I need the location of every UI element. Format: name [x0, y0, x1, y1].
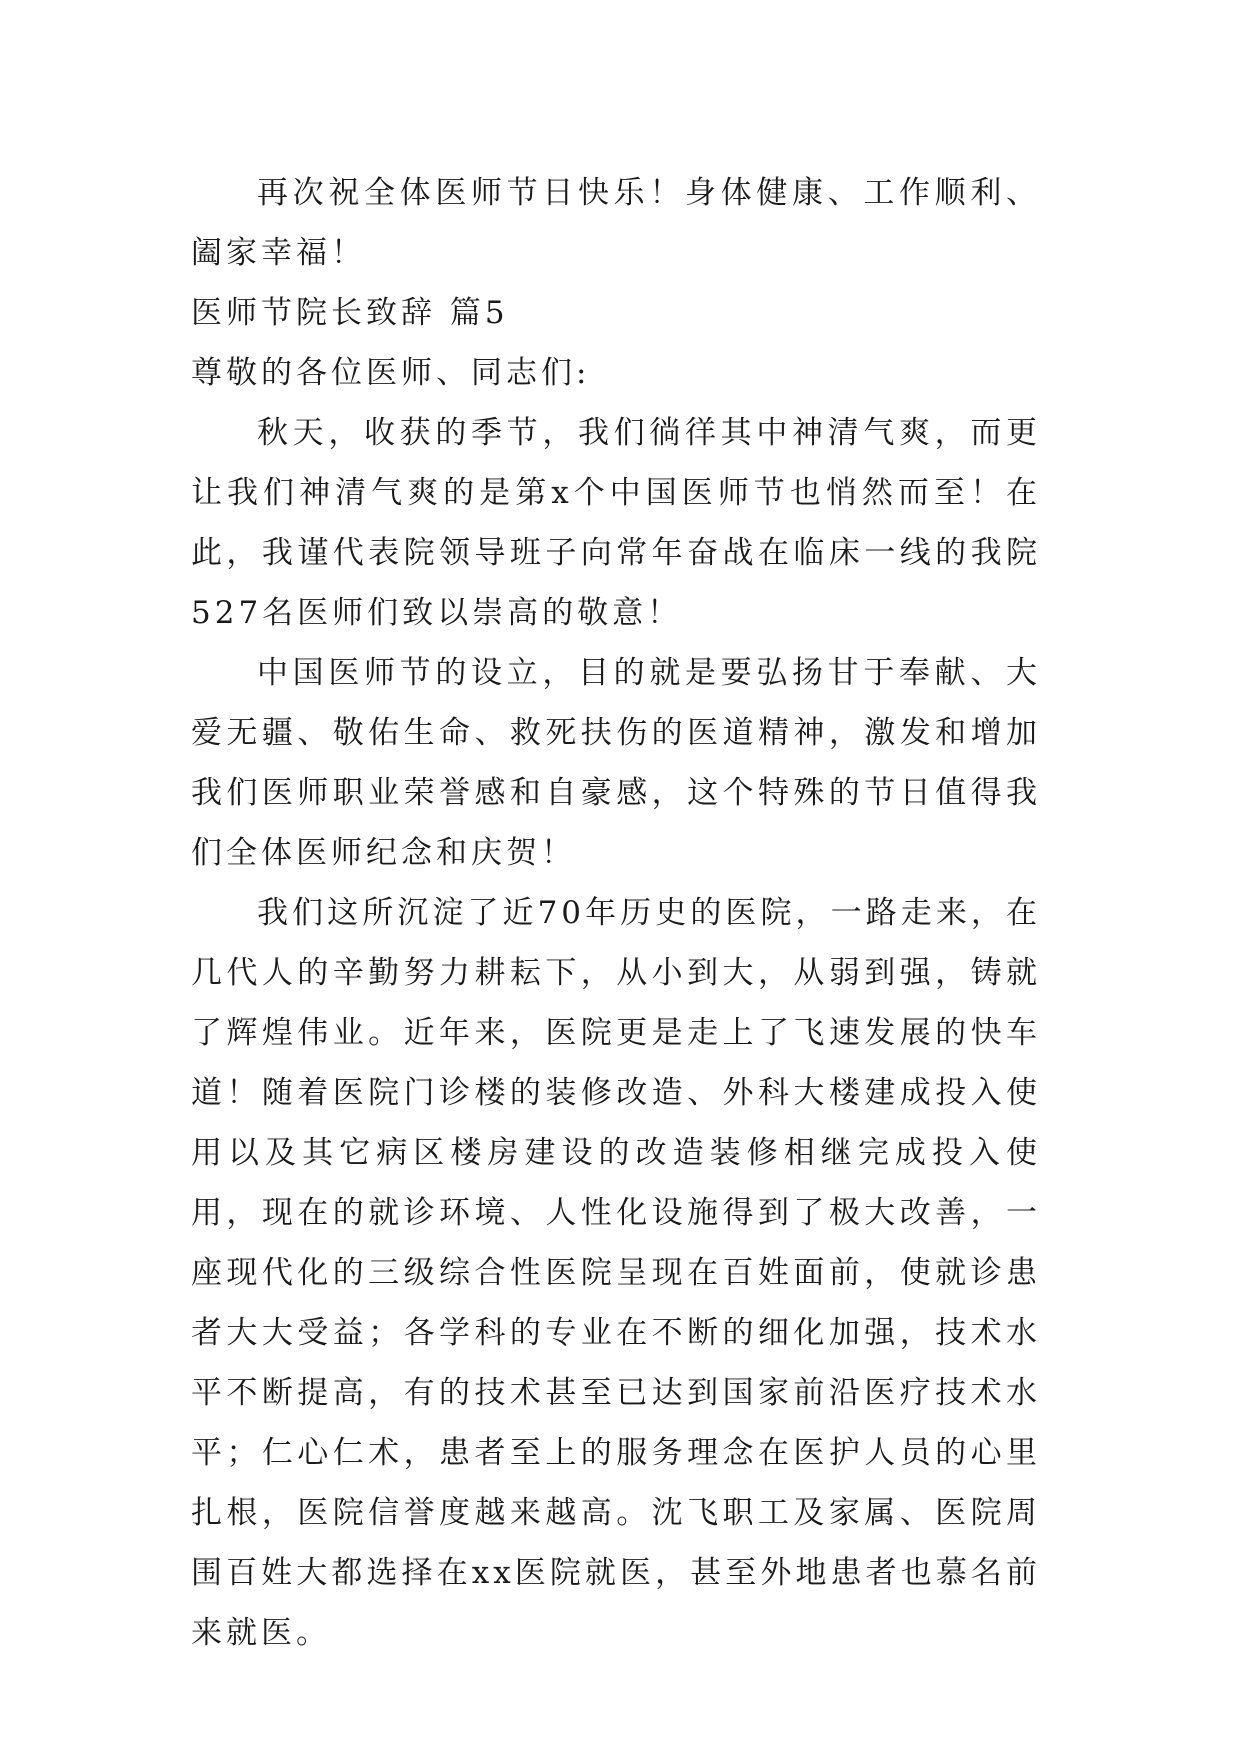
section-title: 医师节院长致辞 篇5: [191, 295, 509, 331]
body-paragraph-2: 中国医师节的设立，目的就是要弘扬甘于奉献、大爱无疆、敬佑生命、救死扶伤的医道精神，激发和增加我们医师职业荣誉感和自豪感，这个特殊的节日值得我们全体医师纪念和庆贺！: [191, 655, 1041, 871]
body-paragraph-1: 秋天，收获的季节，我们徜徉其中神清气爽，而更让我们神清气爽的是第x个中国医师节也悄然而至！在此，我谨代表院领导班子向常年奋战在临床一线的我院527名医师们致以崇高的敬意！: [191, 415, 1041, 631]
document-body: [191, 163, 1041, 1663]
body-paragraph-3: 我们这所沉淀了近70年历史的医院，一路走来，在几代人的辛勤努力耕耘下，从小到大，从弱到强，铸就了辉煌伟业。近年来，医院更是走上了飞速发展的快车道！随着医院门诊楼的装修改造、外科大楼建成投入使用以及其它病区楼房建设的改造装修相继完成投入使用，现在的就诊环境、人性化设施得到了极大改善，一座现代化的三级综合性医院呈现在百姓面前，使就诊患者大大受益；各学科的专业在不断的细化加强，技术水平不断提高，有的技术甚至已达到国家前沿医疗技术水平；仁心仁术，患者至上的服务理念在医护人员的心里扎根，医院信誉度越来越高。沈飞职工及家属、医院周围百姓大都选择在xx医院就医，甚至外地患者也慕名前来就医。: [191, 895, 1041, 1651]
salutation: 尊敬的各位医师、同志们:: [191, 355, 591, 391]
closing-wish-paragraph: 再次祝全体医师节日快乐！身体健康、工作顺利、阖家幸福！: [191, 175, 1041, 271]
